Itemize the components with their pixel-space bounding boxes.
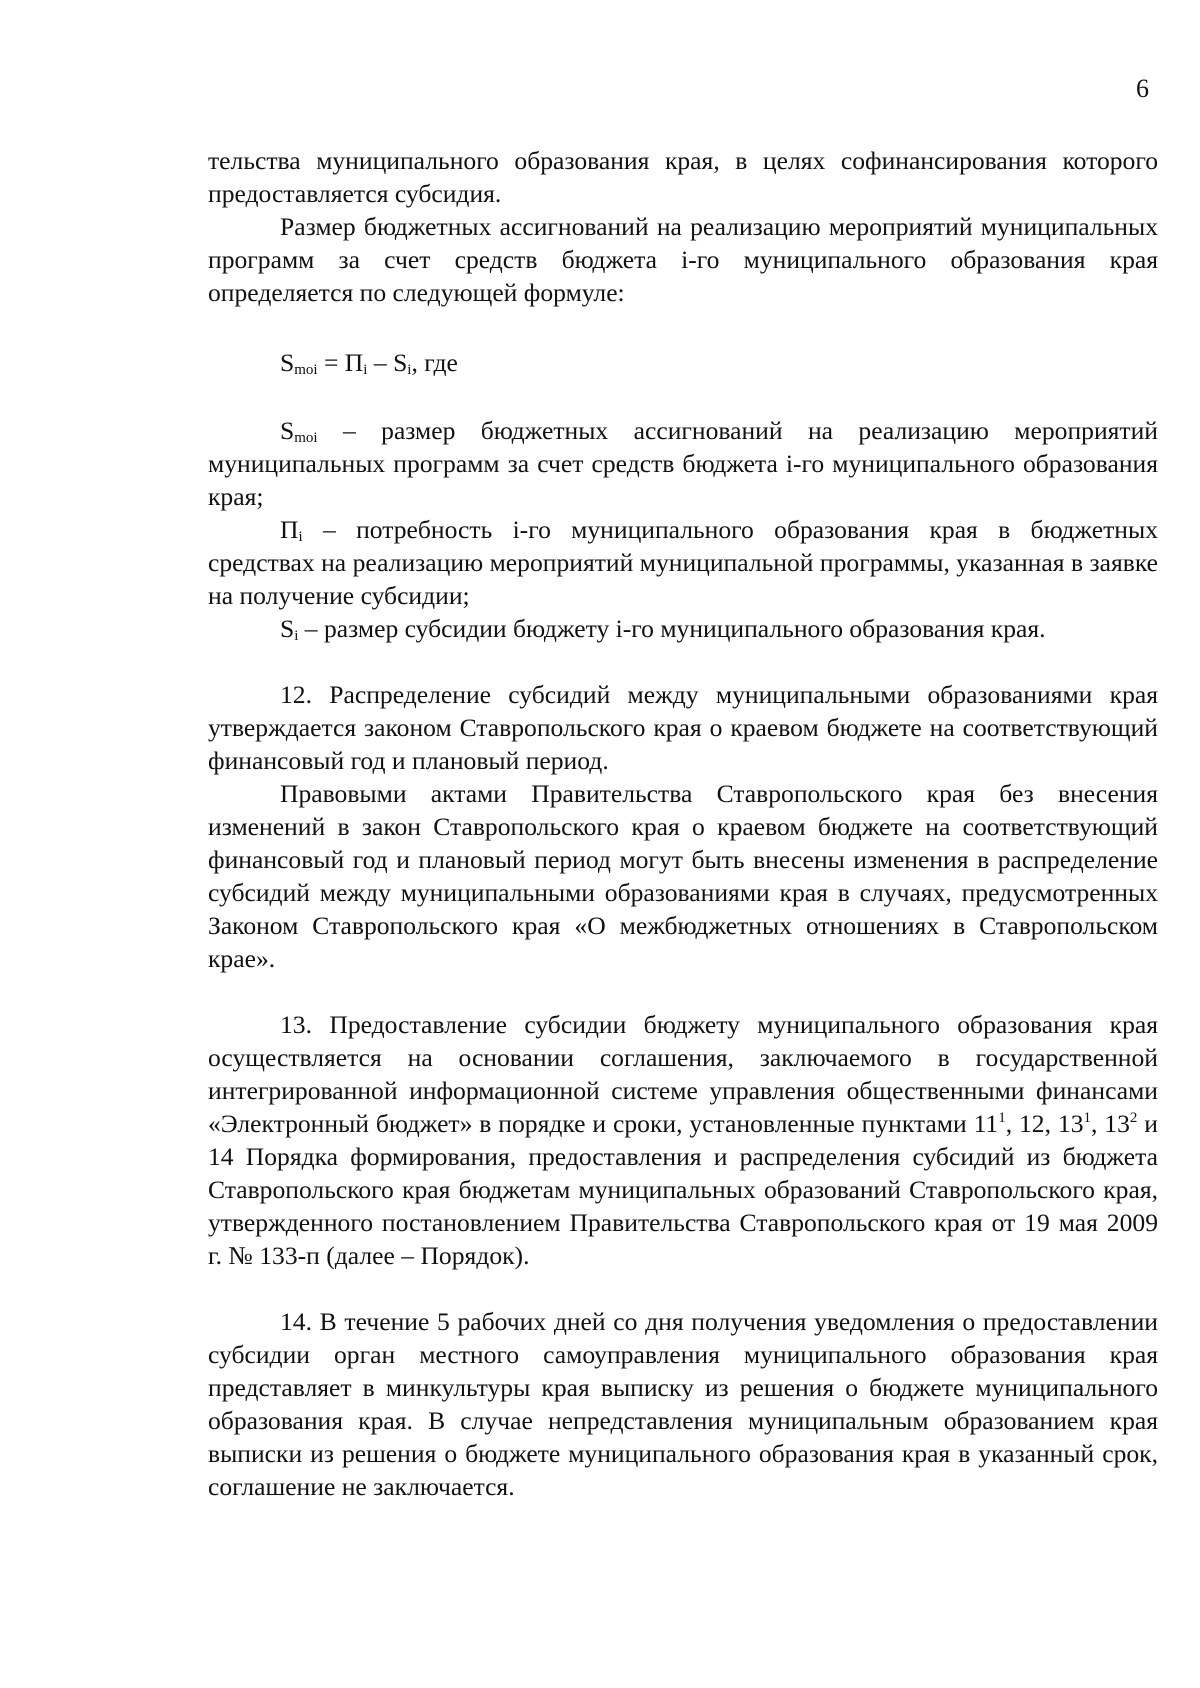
page-number: 6 <box>1136 74 1149 103</box>
item-13-superscript: 2 <box>1129 1110 1138 1126</box>
item-13-superscript: 1 <box>1083 1110 1091 1126</box>
definition-symbol: S <box>280 416 295 445</box>
item-13-text-c: , 13 <box>1091 1109 1130 1138</box>
section-spacer <box>208 975 1158 1008</box>
item-13-paragraph <box>208 1008 1158 1272</box>
definition-text: – размер субсидии бюджету i-го муниципального образования края. <box>298 614 1046 643</box>
formula-line <box>280 346 1158 379</box>
definition-text: – потребность i-го муниципального образования края в бюджетных средствах на реализацию мероприятий муниципальной программы, указанная в заявке на получение субсидии; <box>208 515 1158 610</box>
item-13-text-d: и 14 Порядка формирования, предоставления и распределения субсидий из бюджета Ставропольского края бюджетам муниципальных образований Ставропольского края, утвержденного постановлением Правительства Ставропольского края от 19 мая 2009 г. № 133-п (далее – Порядок). <box>208 1109 1158 1270</box>
continuation-paragraph: тельства муниципального образования края, в целях софинансирования которого предоставляется субсидия. <box>208 146 1158 208</box>
item-13-superscript: 1 <box>998 1110 1006 1126</box>
section-spacer <box>208 645 1158 678</box>
formula-s: S <box>280 348 295 377</box>
formula-minus-s: – S <box>367 348 408 377</box>
item-14-paragraph: 14. В течение 5 рабочих дней со дня получения уведомления о предоставлении субсидии орган местного самоуправления муниципального образования края представляет в минкультуры края выписку из решения о бюджете муниципального образования края. В случае непредставления муниципальным образованием края выписки из решения о бюджете муниципального образования края в указанный срок, соглашение не заключается. <box>208 1307 1158 1501</box>
definition-symbol: S <box>280 614 295 643</box>
item-12-paragraph-2: Правовыми актами Правительства Ставропольского края без внесения изменений в закон Ставропольского края о краевом бюджете на соответствующий финансовый год и плановый период могут быть внесены изменения в распределение субсидий между муниципальными образованиями края в случаях, предусмотренных Законом Ставропольского края «О межбюджетных отношениях в Ставропольском крае». <box>208 779 1158 973</box>
definition-pi <box>208 513 1158 612</box>
formula-tail: , где <box>411 348 458 377</box>
formula-equals-p: = П <box>317 348 364 377</box>
formula-intro-paragraph: Размер бюджетных ассигнований на реализацию мероприятий муниципальных программ за счет средств бюджета i-го муниципального образования края определяется по следующей формуле: <box>208 212 1158 307</box>
definition-text: – размер бюджетных ассигнований на реализацию мероприятий муниципальных программ за счет средств бюджета i-го муниципального образования края; <box>208 416 1158 511</box>
definition-subscript: moi <box>294 430 318 446</box>
formula-p-subscript: i <box>363 362 368 378</box>
item-13-text-b: , 12, 13 <box>1005 1109 1084 1138</box>
section-spacer <box>208 1272 1158 1305</box>
definition-smoi <box>208 414 1158 513</box>
item-12-paragraph-1: 12. Распределение субсидий между муниципальными образованиями края утверждается законом Ставропольского края о краевом бюджете на соответствующий финансовый год и плановый период. <box>208 680 1158 775</box>
formula-si-subscript: i <box>407 362 412 378</box>
document-body <box>208 144 1158 1503</box>
definition-subscript: i <box>298 529 303 545</box>
definition-symbol: П <box>280 515 299 544</box>
definition-subscript: i <box>294 628 299 644</box>
formula-s-subscript: moi <box>294 362 318 378</box>
definition-si <box>208 612 1158 645</box>
item-13-text-a: 13. Предоставление субсидии бюджету муниципального образования края осуществляется на основании соглашения, заключаемого в государственной интегрированной информационной системе управления общественными финансами «Электронный бюджет» в порядке и сроки, установленные пунктами 11 <box>208 1010 1158 1138</box>
